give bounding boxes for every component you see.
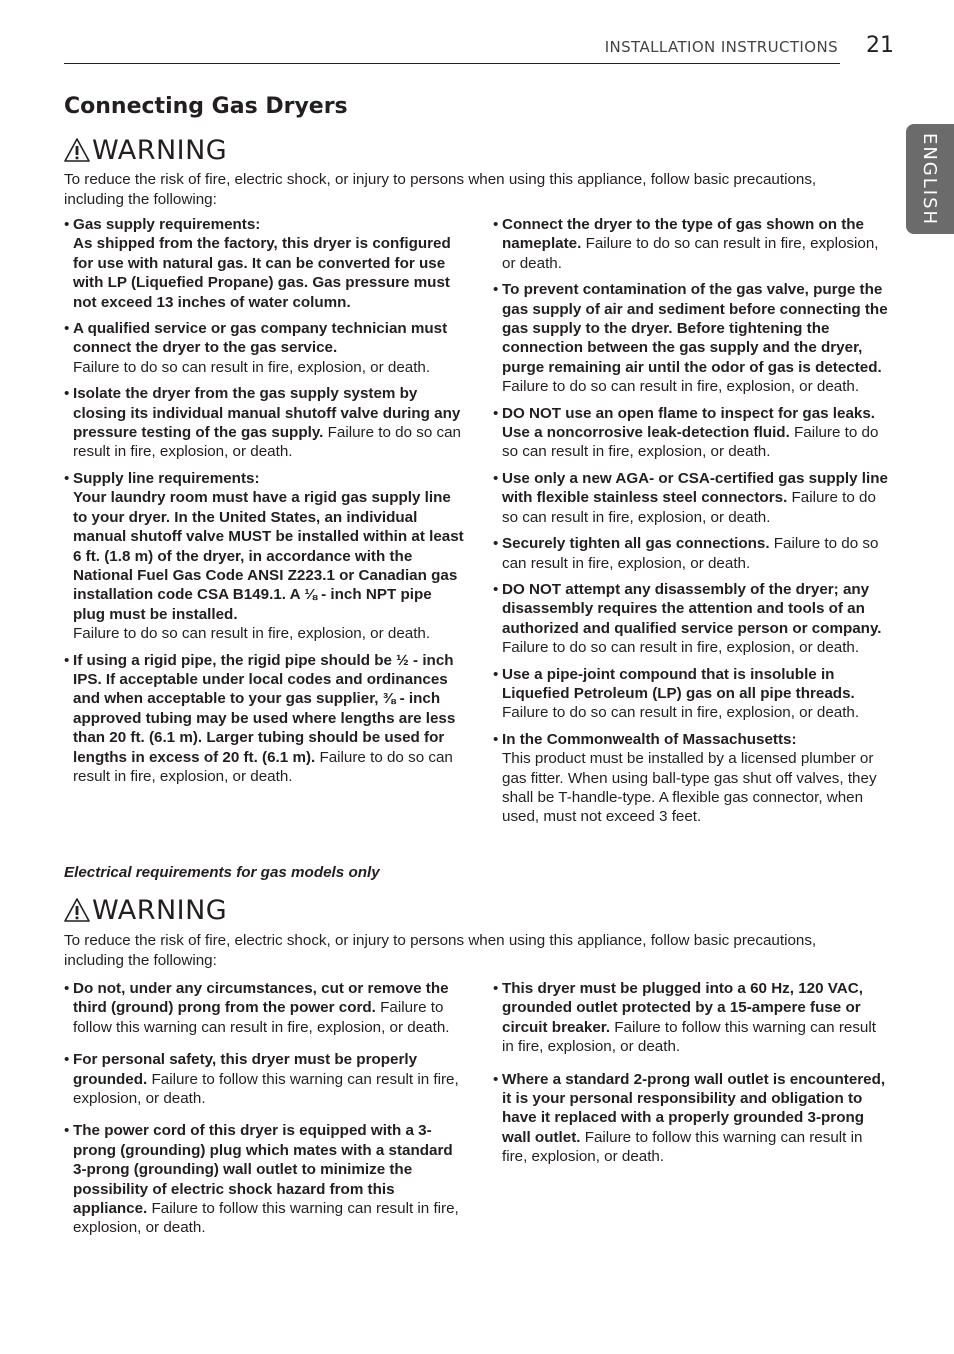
list-item-bold-text: This dryer must be plugged into a 60 Hz, 120 VAC, grounded outlet protected by a 15-ampere fuse or circuit breaker.: [502, 980, 863, 1036]
list-item-bold-text: The power cord of this dryer is equipped with a 3-prong (grounding) plug which mates with a standard 3-prong (grounding) wall outlet to minimize the possibility of electric shock hazard from this appliance.: [73, 1122, 453, 1218]
list-item: [493, 665, 889, 723]
list-item-bold-text: For personal safety, this dryer must be properly grounded.: [73, 1051, 418, 1088]
header-section-label: INSTALLATION INSTRUCTIONS: [604, 38, 838, 56]
list-item-bold-text: In the Commonwealth of Massachusetts:: [502, 730, 797, 748]
list-item: [493, 404, 889, 462]
list-item-bold-text: DO NOT attempt any disassembly of the dryer; any disassembly requires the attention and tools of an authorized and qualified service person or company.: [502, 580, 882, 637]
list-item-text: Failure to follow this warning can result in fire, explosion, or death.: [502, 1128, 863, 1166]
warning-intro-2: To reduce the risk of fire, electric shock, or injury to persons when using this appliance, follow basic precautions, including the following:: [64, 932, 817, 969]
list-item-bold-text: Use only a new AGA- or CSA-certified gas supply line with flexible stainless steel connectors.: [502, 469, 888, 507]
list-item-text: Failure to do so can result in fire, explosion, or death.: [73, 358, 431, 376]
list-item: [64, 469, 464, 644]
list-item-text: Failure to do so can result in fire, explosion, or death.: [502, 378, 860, 396]
list-item: [64, 384, 464, 462]
list-item-bold-text: Connect the dryer to the type of gas shown on the nameplate.: [502, 216, 864, 253]
list-item-bold-text: Do not, under any circumstances, cut or remove the third (ground) prong from the power cord.: [73, 980, 449, 1017]
list-item-text: Failure to do so can result in fire, explosion, or death.: [502, 235, 879, 272]
list-item-text: Failure to follow this warning can result in fire, explosion, or death.: [73, 1200, 459, 1237]
list-item-bold-text: Use a pipe-joint compound that is insoluble in Liquefied Petroleum (LP) gas on all pipe threads.: [502, 665, 855, 702]
header-divider: [64, 63, 840, 64]
list-item-bold-text: Isolate the dryer from the gas supply system by closing its individual manual shutoff valve during any pressure testing of the gas supply.: [73, 385, 461, 442]
list-item: [493, 280, 889, 396]
list-item: [493, 534, 889, 573]
list-item: [64, 319, 464, 377]
warning1-right-list: [493, 215, 889, 834]
list-item-bold-text: Securely tighten all gas connections.: [502, 535, 770, 553]
list-item-text: Failure to follow this warning can result in fire, explosion, or death.: [73, 999, 450, 1036]
list-item: [64, 1050, 464, 1108]
list-item: [493, 1070, 889, 1167]
list-item: [493, 979, 889, 1057]
list-item: [64, 1121, 464, 1237]
list-item-bold-text: DO NOT use an open flame to inspect for gas leaks. Use a noncorrosive leak-detection fluid.: [502, 404, 876, 442]
language-tab: [906, 124, 954, 234]
electrical-subheading: Electrical requirements for gas models only: [64, 864, 380, 881]
list-item-text: Failure to do so can result in fire, explosion, or death.: [73, 424, 461, 461]
list-item-text: This product must be installed by a licensed plumber or gas fitter. When using ball-type gas shut off valves, they shall be T-handle-type. A flexible gas connector, when used, must not exceed 3 feet.: [502, 750, 877, 826]
list-item-text: Failure to do so can result in fire, explosion, or death.: [73, 748, 453, 785]
warning-label-2: WARNING: [92, 894, 228, 926]
language-tab-label: ENGLISH: [919, 132, 941, 226]
warning1-left-list: [64, 215, 464, 793]
list-item-bold-text: If using a rigid pipe, the rigid pipe should be ½ - inch IPS. If acceptable under local codes and ordinances and when acceptable to your gas supplier, ⅜ - inch approved tubing may be used where lengths are less than 20 ft. (6.1 m). Larger tubing should be used for lengths in excess of 20 ft. (6.1 m).: [73, 651, 456, 766]
warning-heading: [64, 134, 227, 166]
warning2-right-list: [493, 979, 889, 1180]
page-number: 21: [866, 33, 894, 58]
list-item-bold-text: Supply line requirements: Your laundry room must have a rigid gas supply line to your dryer. In the United States, an individual manual shutoff valve MUST be installed within at least 6 ft. (1.8 m) of the dryer, in accordance with the National Fuel Gas Code ANSI Z223.1 or Canadian gas installation code CSA B149.1. A ⅛ - inch NPT pipe plug must be installed.: [73, 469, 464, 623]
list-item-text: Failure to do so can result in fire, explosion, or death.: [73, 625, 431, 643]
list-item-text: Failure to do so can result in fire, explosion, or death.: [502, 704, 860, 722]
warning-label: WARNING: [92, 134, 228, 166]
list-item: [493, 730, 889, 827]
list-item-bold-text: To prevent contamination of the gas valve, purge the gas supply of air and sediment before connecting the gas supply to the dryer. Before tightening the connection between the gas supply and the dryer, purge remaining air until the odor of gas is detected.: [502, 281, 888, 376]
warning-heading-2: [64, 894, 227, 926]
warning-triangle-icon: [64, 138, 90, 162]
section-title: Connecting Gas Dryers: [64, 94, 348, 119]
list-item: [493, 215, 889, 273]
warning-triangle-icon: [64, 898, 90, 922]
list-item-bold-text: Gas supply requirements: As shipped from the factory, this dryer is configured for use with natural gas. It can be converted for use with LP (Liquefied Propane) gas. Gas pressure must not exceed 13 inches of water column.: [73, 216, 451, 311]
warning2-left-list: [64, 979, 464, 1251]
list-item: [64, 979, 464, 1037]
list-item-text: Failure to do so can result in fire, explosion, or death.: [502, 639, 860, 657]
list-item-text: Failure to do so can result in fire, explosion, or death.: [502, 424, 879, 461]
list-item-text: Failure to follow this warning can result in fire, explosion, or death.: [502, 1018, 876, 1056]
warning-intro: To reduce the risk of fire, electric shock, or injury to persons when using this appliance, follow basic precautions, including the following:: [64, 171, 817, 208]
list-item-text: Failure to do so can result in fire, explosion, or death.: [502, 489, 876, 526]
list-item-text: Failure to follow this warning can result in fire, explosion, or death.: [73, 1070, 459, 1108]
list-item-bold-text: Where a standard 2-prong wall outlet is encountered, it is your personal responsibility and obligation to have it replaced with a properly grounded 3-prong wall outlet.: [502, 1070, 886, 1146]
list-item: [64, 651, 464, 787]
list-item: [493, 580, 889, 658]
list-item-bold-text: A qualified service or gas company technician must connect the dryer to the gas service.: [73, 320, 448, 357]
list-item: [493, 469, 889, 527]
list-item-text: Failure to do so can result in fire, explosion, or death.: [502, 535, 879, 572]
list-item: [64, 215, 464, 312]
